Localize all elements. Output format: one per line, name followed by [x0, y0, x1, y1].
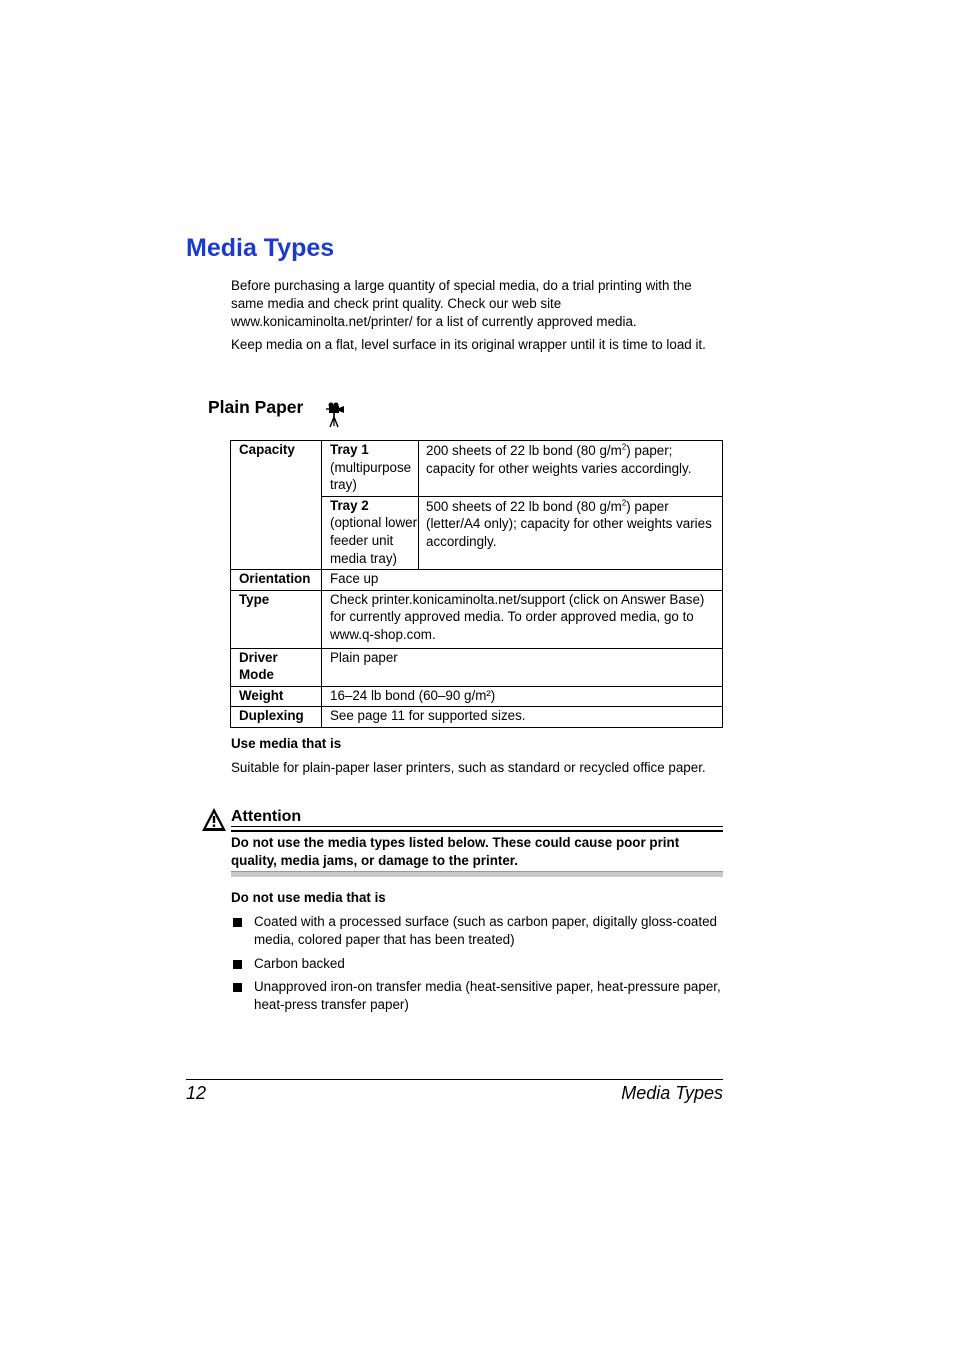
table-row	[231, 648, 723, 686]
table-row	[231, 686, 723, 707]
bullet-square-icon	[233, 960, 242, 969]
type-value: Check printer.konicaminolta.net/support (click on Answer Base) for currently approved media. To order approved media, go to www.q-shop.com.	[322, 590, 723, 648]
weight-value: 16–24 lb bond (60–90 g/m²)	[322, 686, 723, 707]
list-item: Unapproved iron-on transfer media (heat-sensitive paper, heat-pressure paper, heat-press transfer paper)	[231, 978, 721, 1014]
page-title: Media Types	[186, 234, 335, 262]
page-number: 12	[186, 1083, 207, 1103]
list-item: Coated with a processed surface (such as carbon paper, digitally gloss-coated media, colored paper that has been treated)	[231, 913, 721, 949]
use-media-text: Suitable for plain-paper laser printers, such as standard or recycled office paper.	[231, 760, 706, 775]
tray2-subtitle: (optional lower feeder unit media tray)	[330, 515, 418, 566]
use-media-heading: Use media that is	[231, 736, 342, 751]
duplexing-label: Duplexing	[231, 707, 322, 728]
storage-paragraph: Keep media on a flat, level surface in its original wrapper until it is time to load it.	[231, 337, 706, 352]
table-row	[231, 590, 723, 648]
attention-bottom-bar	[231, 871, 723, 877]
duplexing-value: See page 11 for supported sizes.	[322, 707, 723, 728]
section-title: Plain Paper	[208, 397, 304, 417]
attention-text: Do not use the media types listed below. These could cause poor print quality, media jams, or damage to the printer.	[231, 835, 680, 868]
orientation-label: Orientation	[231, 570, 322, 591]
table-row	[231, 707, 723, 728]
tray1-name: Tray 1	[330, 442, 369, 457]
driver-mode-label: Driver Mode	[231, 648, 322, 686]
footer-rule	[186, 1079, 723, 1080]
list-item: Carbon backed	[231, 955, 721, 973]
table-row	[231, 570, 723, 591]
footer-section-title: Media Types	[621, 1083, 723, 1103]
tray1-subtitle: (multipurpose tray)	[330, 459, 412, 493]
bullet-square-icon	[233, 983, 242, 992]
attention-divider	[231, 830, 723, 832]
attention-title: Attention	[231, 808, 302, 825]
tray2-name: Tray 2	[330, 497, 369, 513]
table-row	[231, 441, 723, 497]
plain-paper-spec-table	[230, 440, 723, 728]
orientation-value: Face up	[322, 570, 723, 591]
do-not-use-list	[231, 913, 721, 1020]
camera-tripod-icon	[325, 401, 347, 429]
warning-triangle-icon	[201, 807, 227, 832]
weight-label: Weight	[231, 686, 322, 707]
do-not-use-heading: Do not use media that is	[231, 890, 386, 905]
tray2-cell	[322, 496, 419, 569]
bullet-square-icon	[233, 918, 242, 927]
tray2-capacity: 500 sheets of 22 lb bond (80 $g/m^2$) paper (letter/A4 only); capacity for other weights varies accordingly.	[419, 496, 723, 569]
intro-paragraph: Before purchasing a large quantity of special media, do a trial printing with the same media and check print quality. Check our web site www.konicaminolta.net/printer/ for a list of currently approved media.	[231, 278, 692, 329]
capacity-label: Capacity	[231, 441, 322, 570]
attention-divider	[231, 826, 723, 827]
type-label: Type	[231, 590, 322, 648]
tray1-cell	[322, 441, 419, 497]
driver-mode-value: Plain paper	[322, 648, 723, 686]
tray1-capacity: 200 sheets of 22 lb bond (80 $g/m^2$) paper; capacity for other weights varies accordingly.	[419, 441, 723, 497]
